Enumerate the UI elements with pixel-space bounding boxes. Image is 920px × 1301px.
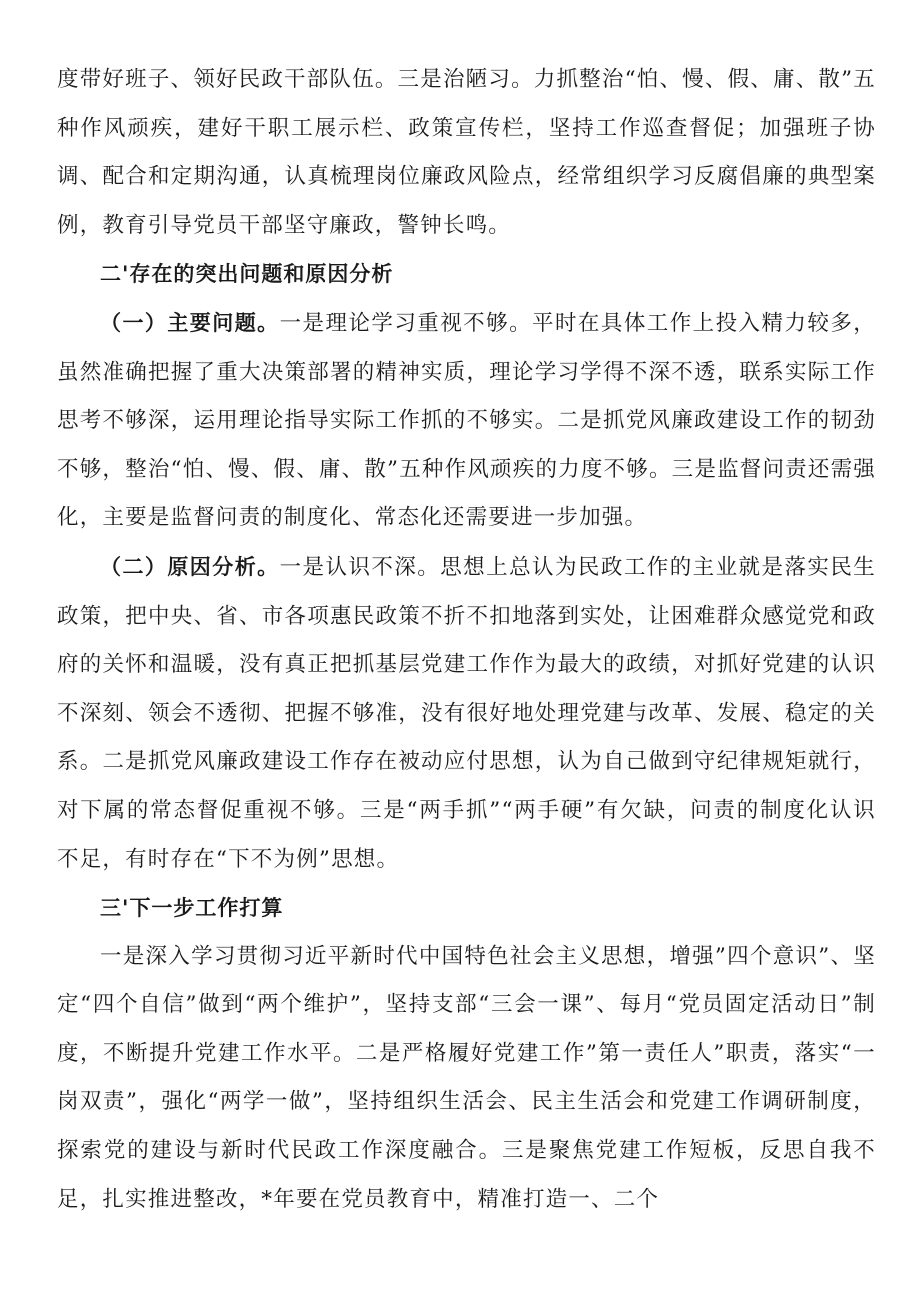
paragraph-main-problems [57,299,876,543]
subheading-main-problems: （一）主要问题。 [100,310,280,335]
paragraph-intro: 度带好班子、领好民政干部队伍。三是治陋习。力抓整治“怕、慢、假、庸、散”五种作风顽疾，建好干职工展示栏、政策宣传栏，坚持工作巡查督促；加强班子协调、配合和定期沟通，认真梳理岗位廉政风险点，经常组织学习反腐倡廉的典型案例，教育引导党员干部坚守廉政，警钟长鸣。 [57,67,876,238]
main-problems-text: 一是理论学习重视不够。平时在具体工作上投入精力较多，虽然准确把握了重大决策部署的精神实质，理论学习学得不深不透，联系实际工作思考不够深，运用理论指导实际工作抓的不够实。二是抓党风廉政建设工作的韧劲不够，整治“怕、慢、假、庸、散”五种作风顽疾的力度不够。三是监督问责还需强化，主要是监督问责的制度化、常态化还需要进一步加强。 [57,310,876,531]
cause-analysis-text: 一是认识不深。思想上总认为民政工作的主业就是落实民生政策，把中央、省、市各项惠民政策不折不扣地落到实处，让困难群众感觉党和政府的关怀和温暖，没有真正把抓基层党建工作作为最大的政绩，对抓好党建的认识不深刻、领会不透彻、把握不够准，没有很好地处理党建与改革、发展、稳定的关系。二是抓党风廉政建设工作存在被动应付思想，认为自己做到守纪律规矩就行，对下属的常态督促重视不够。三是“两手抓”“两手硬”有欠缺，问责的制度化认识不足，有时存在“下不为例”思想。 [57,554,876,872]
paragraph-cause-analysis [57,543,876,884]
section-heading-next-steps: 三'下一步工作打算 [100,896,284,921]
paragraph-next-steps: 一是深入学习贯彻习近平新时代中国特色社会主义思想，增强”四个意识”、坚定“四个自信”做到“两个维护”，坚持支部“三会一课”、每月“党员固定活动日”制度，不断提升党建工作水平。二是严格履好党建工作”第一责任人”职责，落实“一岗双责”，强化“两学一做”，坚持组织生活会、民主生活会和党建工作调研制度，探索党的建设与新时代民政工作深度融合。三是聚焦党建工作短板，反思自我不足，扎实推进整改，*年要在党员教育中，精准打造一、二个 [57,943,876,1212]
section-heading-problems: 二'存在的突出问题和原因分析 [100,262,394,287]
subheading-cause-analysis: （二）原因分析。 [100,554,280,579]
